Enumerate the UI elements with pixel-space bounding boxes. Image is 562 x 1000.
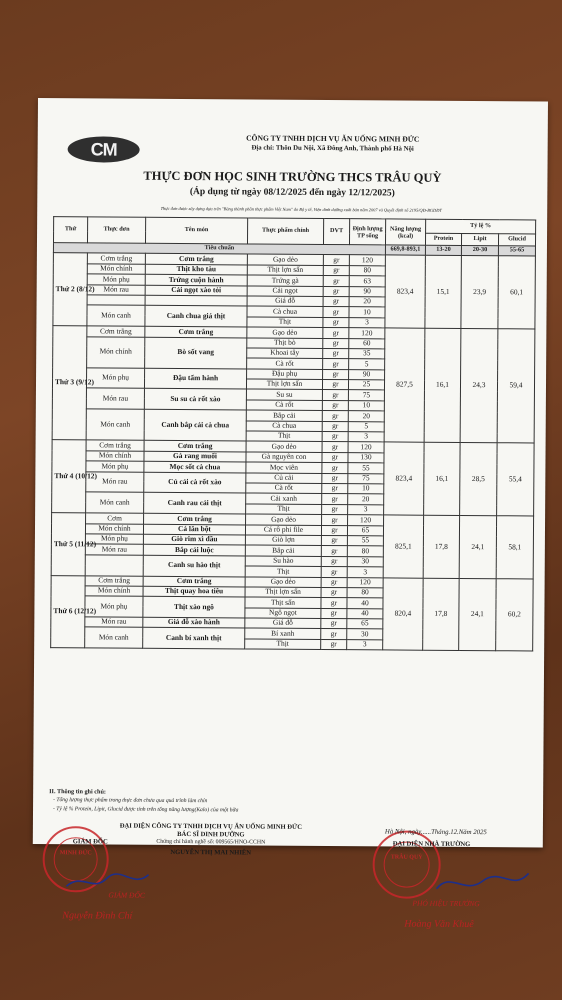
quantity-cell: 40 (347, 598, 383, 609)
sign-date: Hà Nội, ngày......Tháng.12.Năm 2025 (384, 828, 487, 837)
header-dish: Tên món (145, 217, 247, 244)
source-note: Thực đơn được xây dựng dựa trên "Bảng thành phần thực phẩm Việt Nam" do Bộ y tế, Viện dinh dưỡng xuất bản năm 2007 và Quyết định số 2195/QĐ-BGDĐT (160, 205, 442, 213)
quantity-cell: 120 (348, 442, 384, 453)
menu-type-cell: Món chính (85, 523, 143, 534)
unit-cell: gr (321, 639, 347, 650)
unit-cell: gr (323, 317, 349, 328)
menu-type-cell: Cơm (86, 513, 144, 524)
glucid-cell: 58,1 (496, 516, 533, 579)
food-cell: Đậu phụ (247, 369, 323, 380)
standard-protein: 13-20 (425, 245, 461, 256)
document-title: THỰC ĐƠN HỌC SINH TRƯỜNG THCS TRÂU QUỲ (143, 168, 442, 185)
glucid-cell: 60,2 (496, 578, 534, 651)
unit-cell: gr (323, 307, 349, 318)
unit-cell: gr (321, 525, 347, 536)
food-cell: Thịt (245, 566, 321, 577)
quantity-cell: 3 (347, 640, 383, 651)
director-title: GIÁM ĐỐC (72, 838, 108, 846)
quantity-cell: 10 (348, 484, 384, 495)
food-cell: Củ cải (246, 473, 322, 484)
standard-energy: 669,8-893,1 (385, 245, 425, 256)
vice-principal-name-handwritten: Hoàng Văn Khuê (404, 918, 474, 931)
food-cell: Bắp cải (246, 410, 322, 421)
standard-label: Tiêu chuẩn (53, 243, 385, 256)
quantity-cell: 10 (348, 401, 384, 412)
food-cell: Gạo dẻo (247, 254, 323, 265)
dish-name-cell: Su su cà rốt xào (144, 389, 246, 410)
food-cell: Cà rốt (246, 400, 322, 411)
food-cell: Thịt (247, 317, 323, 328)
unit-cell: gr (323, 276, 349, 287)
quantity-cell: 90 (349, 286, 385, 297)
menu-type-cell: Món phụ (86, 368, 144, 389)
unit-cell: gr (321, 567, 347, 578)
document-subtitle: (Áp dụng từ ngày 08/12/2025 đến ngày 12/12/2025) (189, 187, 395, 199)
day-cell: Thứ 4 (10/12) (52, 440, 87, 513)
dish-name-cell: Thịt kho tàu (145, 264, 247, 275)
food-cell: Cải xanh (246, 493, 322, 504)
dish-name-cell: Bắp cải luộc (143, 545, 245, 556)
quantity-cell: 5 (348, 421, 384, 432)
header-unit: DVT (323, 218, 349, 244)
unit-cell: gr (322, 411, 348, 422)
food-cell: Thịt (245, 639, 321, 650)
unit-cell: gr (323, 265, 349, 276)
notes-line-1: - Tổng lượng thực phẩm trong thực đơn chưa qua quá trình làm chín (53, 797, 208, 805)
menu-type-cell: Cơm trắng (87, 253, 145, 264)
unit-cell: gr (322, 504, 348, 515)
protein-cell: 16,1 (424, 443, 461, 516)
food-cell: Gà nguyên con (246, 452, 322, 463)
dish-name-cell: Cơm trắng (144, 513, 246, 524)
quantity-cell: 120 (348, 515, 384, 526)
unit-cell: gr (322, 452, 348, 463)
quantity-cell: 130 (348, 452, 384, 463)
header-glucid: Glucid (498, 234, 535, 246)
unit-cell: gr (322, 473, 348, 484)
unit-cell: gr (323, 359, 349, 370)
energy-cell: 823,4 (384, 442, 425, 515)
menu-type-cell: Món phụ (86, 461, 144, 472)
quantity-cell: 3 (347, 567, 383, 578)
certificate-number: Chứng chỉ hành nghề số: 009565/HNO-CCHN (156, 838, 266, 846)
food-cell: Thịt (246, 504, 322, 515)
food-cell: Gạo dẻo (245, 576, 321, 587)
header-energy: Năng lượng (kcal) (385, 219, 425, 245)
quantity-cell: 55 (347, 536, 383, 547)
quantity-cell: 30 (347, 629, 383, 640)
dish-name-cell: Gà rang muối (144, 451, 246, 462)
menu-table-body (51, 243, 536, 652)
unit-cell: gr (322, 400, 348, 411)
dish-name-cell: Canh rau cải thịt (144, 493, 246, 514)
dish-name-cell (145, 295, 247, 306)
header-main-food: Thực phẩm chính (247, 218, 323, 245)
menu-type-cell: Món rau (85, 617, 143, 628)
menu-type-cell: Món phụ (85, 534, 143, 545)
unit-cell: gr (322, 494, 348, 505)
lipit-cell: 24,3 (460, 329, 498, 444)
menu-type-cell (87, 295, 145, 306)
menu-type-cell: Món canh (86, 409, 144, 441)
dish-name-cell: Cơm trắng (143, 576, 245, 587)
director-name-handwritten: Nguyễn Đình Chí (62, 910, 133, 922)
quantity-cell: 80 (349, 265, 385, 276)
food-cell: Giò lợn (245, 535, 321, 546)
doctor-title: BÁC SĨ DINH DƯỠNG (177, 830, 245, 839)
food-cell: Ngô ngọt (245, 608, 321, 619)
director-signature (62, 868, 152, 895)
food-cell: Giá đỗ (245, 618, 321, 629)
food-cell: Gạo dẻo (246, 441, 322, 452)
food-cell: Bí xanh (245, 628, 321, 639)
lipit-cell: 28,5 (460, 443, 498, 516)
food-cell: Thịt lợn sấn (245, 587, 321, 598)
unit-cell: gr (321, 619, 347, 630)
quantity-cell: 40 (347, 608, 383, 619)
quantity-cell: 120 (349, 328, 385, 339)
quantity-cell: 30 (347, 556, 383, 567)
protein-cell: 15,1 (425, 256, 462, 329)
food-cell: Cà rốt (247, 358, 323, 369)
menu-type-cell: Món phụ (87, 274, 145, 285)
unit-cell: gr (322, 432, 348, 443)
quantity-cell: 3 (348, 432, 384, 443)
quantity-cell: 65 (347, 525, 383, 536)
menu-type-cell: Món canh (87, 305, 145, 326)
director-title-handwritten: GIÁM ĐỐC (108, 890, 145, 900)
protein-cell: 16,1 (424, 328, 461, 443)
unit-cell: gr (322, 442, 348, 453)
header-day: Thứ (53, 217, 87, 243)
food-cell: Thịt lợn sấn (247, 265, 323, 276)
dish-name-cell: Canh bắp cải cà chua (144, 409, 246, 441)
quantity-cell: 60 (349, 338, 385, 349)
day-cell: Thứ 6 (12/12) (51, 575, 86, 648)
unit-cell: gr (321, 546, 347, 557)
food-cell: Cà rốt (246, 483, 322, 494)
notes-title: II. Thông tin ghi chú: (49, 788, 106, 796)
unit-cell: gr (321, 608, 347, 619)
food-cell: Trứng gà (247, 275, 323, 286)
quantity-cell: 5 (349, 359, 385, 370)
unit-cell: gr (322, 483, 348, 494)
school-representative: ĐẠI DIỆN NHÀ TRƯỜNG (392, 840, 471, 849)
menu-type-cell: Món chính (87, 336, 145, 368)
dish-name-cell: Giò rim xì dầu (143, 534, 245, 545)
header-ratio: Tỷ lệ % (426, 219, 536, 234)
food-cell: Thịt (246, 431, 322, 442)
quantity-cell: 120 (349, 255, 385, 266)
quantity-cell: 20 (349, 297, 385, 308)
menu-type-cell: Cơm trắng (87, 326, 145, 337)
quantity-cell: 90 (349, 369, 385, 380)
unit-cell: gr (321, 535, 347, 546)
company-stamp-text: MINH ĐỨC (59, 850, 92, 857)
menu-type-cell: Món chính (86, 451, 144, 462)
food-cell: Cải ngọt (247, 286, 323, 297)
company-address: Địa chỉ: Thôn Du Nội, Xã Đông Anh, Thành phố Hà Nội (251, 144, 414, 153)
food-cell: Bắp cải (245, 545, 321, 556)
lipit-cell: 24,1 (459, 578, 497, 651)
quantity-cell: 3 (348, 504, 384, 515)
glucid-cell: 59,4 (497, 329, 535, 444)
dish-name-cell: Thịt quay hoa tiêu (143, 586, 245, 597)
food-cell: Gạo dẻo (246, 514, 322, 525)
dish-name-cell: Mọc sốt cà chua (144, 461, 246, 472)
unit-cell: gr (323, 369, 349, 380)
quantity-cell: 3 (349, 317, 385, 328)
lipit-cell: 23,9 (461, 256, 499, 329)
notes-line-2: - Tỷ lệ % Protein, Lipit, Glucid được tính trên tổng năng lượng(Kalo) của một bữa (53, 806, 239, 814)
dish-name-cell: Cơm trắng (145, 254, 247, 265)
dish-name-cell: Cải ngọt xào tỏi (145, 285, 247, 296)
food-cell: Giá đỗ (247, 296, 323, 307)
food-cell: Cá rô phi file (245, 525, 321, 536)
unit-cell: gr (322, 463, 348, 474)
quantity-cell: 25 (348, 380, 384, 391)
company-representative: ĐẠI DIỆN CÔNG TY TNHH DỊCH VỤ ĂN UỐNG MINH ĐỨC (119, 822, 303, 831)
standard-glucid: 55-65 (498, 246, 535, 257)
menu-type-cell: Món chính (87, 264, 145, 275)
energy-cell: 820,4 (383, 577, 424, 650)
menu-type-cell: Món chính (85, 586, 143, 597)
food-cell: Khoai tây (247, 348, 323, 359)
quantity-cell: 65 (347, 619, 383, 630)
menu-type-cell: Món phụ (85, 596, 143, 617)
unit-cell: gr (323, 296, 349, 307)
day-cell: Thứ 5 (11/12) (51, 513, 85, 576)
unit-cell: gr (321, 587, 347, 598)
glucid-cell: 55,4 (497, 443, 535, 516)
menu-type-cell: Món rau (86, 471, 144, 492)
food-cell: Thịt bò (247, 337, 323, 348)
quantity-cell: 80 (347, 588, 383, 599)
company-logo: CM (68, 136, 140, 163)
unit-cell: gr (322, 421, 348, 432)
dish-name-cell: Cơm trắng (144, 441, 246, 452)
menu-type-cell: Món canh (85, 627, 143, 648)
unit-cell: gr (323, 328, 349, 339)
dish-name-cell: Canh bí xanh thịt (143, 628, 245, 649)
unit-cell: gr (321, 556, 347, 567)
glucid-cell: 60,1 (498, 256, 536, 329)
header-menu: Thực đơn (87, 217, 145, 243)
food-cell: Cà chua (246, 421, 322, 432)
unit-cell: gr (322, 380, 348, 391)
quantity-cell: 63 (349, 276, 385, 287)
dish-name-cell: Cơm trắng (145, 326, 247, 337)
menu-type-cell: Cơm trắng (85, 575, 143, 586)
food-cell: Thịt lợn sấn (246, 379, 322, 390)
dish-name-cell: Đậu tẩm hành (144, 368, 246, 389)
menu-document (33, 98, 548, 931)
food-cell: Thịt sấn (245, 597, 321, 608)
quantity-cell: 55 (348, 463, 384, 474)
standard-lipit: 20-30 (461, 245, 498, 256)
energy-cell: 823,4 (385, 255, 426, 328)
energy-cell: 827,5 (384, 328, 425, 443)
dish-name-cell: Canh su hào thịt (143, 555, 245, 576)
quantity-cell: 75 (348, 390, 384, 401)
doctor-name: NGUYỄN THỊ MAI NHIÊN (170, 848, 252, 857)
food-cell: Gạo dẻo (247, 327, 323, 338)
food-cell: Mọc viên (246, 462, 322, 473)
unit-cell: gr (323, 286, 349, 297)
vice-principal-title-handwritten: PHÓ HIỆU TRƯỞNG (412, 898, 480, 909)
company-name: CÔNG TY TNHH DỊCH VỤ ĂN UỐNG MINH ĐỨC (246, 133, 420, 144)
quantity-cell: 35 (349, 349, 385, 360)
quantity-cell: 10 (349, 307, 385, 318)
food-cell: Su su (246, 389, 322, 400)
day-cell: Thứ 2 (8/12) (53, 253, 88, 326)
menu-type-cell: Món canh (86, 492, 144, 513)
food-cell: Su hào (245, 556, 321, 567)
header-lipit: Lipit (461, 233, 498, 245)
protein-cell: 17,8 (423, 515, 459, 578)
unit-cell: gr (323, 255, 349, 266)
protein-cell: 17,8 (423, 578, 460, 651)
header-protein: Protein (425, 233, 461, 245)
dish-name-cell: Giá đỗ xào hành (143, 617, 245, 628)
unit-cell: gr (321, 577, 347, 588)
unit-cell: gr (321, 598, 347, 609)
vice-principal-signature (432, 869, 532, 898)
lipit-cell: 24,1 (459, 516, 496, 579)
day-cell: Thứ 3 (9/12) (52, 326, 87, 441)
menu-table (50, 216, 536, 652)
unit-cell: gr (322, 390, 348, 401)
menu-type-cell: Món rau (86, 388, 144, 409)
quantity-cell: 20 (348, 411, 384, 422)
quantity-cell: 120 (347, 577, 383, 588)
menu-type-cell (85, 555, 143, 576)
dish-name-cell: Củ cải cà rốt xào (144, 472, 246, 493)
dish-name-cell: Canh chua giá thịt (145, 306, 247, 327)
menu-type-cell: Cơm trắng (86, 440, 144, 451)
dish-name-cell: Thịt xào ngô (143, 597, 245, 618)
food-cell: Cà chua (247, 306, 323, 317)
school-stamp-text: TRÂU QUỲ (390, 854, 423, 861)
unit-cell: gr (323, 338, 349, 349)
quantity-cell: 75 (348, 473, 384, 484)
quantity-cell: 80 (347, 546, 383, 557)
unit-cell: gr (323, 348, 349, 359)
quantity-cell: 20 (348, 494, 384, 505)
energy-cell: 825,1 (383, 515, 423, 578)
menu-type-cell: Món rau (87, 284, 145, 295)
dish-name-cell: Trứng cuộn hành (145, 274, 247, 285)
unit-cell: gr (321, 629, 347, 640)
unit-cell: gr (322, 515, 348, 526)
header-quantity: Định lượng TP sống (349, 219, 385, 245)
dish-name-cell: Cá lăn bột (143, 524, 245, 535)
menu-type-cell: Món rau (85, 544, 143, 555)
dish-name-cell: Bò sốt vang (145, 337, 247, 369)
